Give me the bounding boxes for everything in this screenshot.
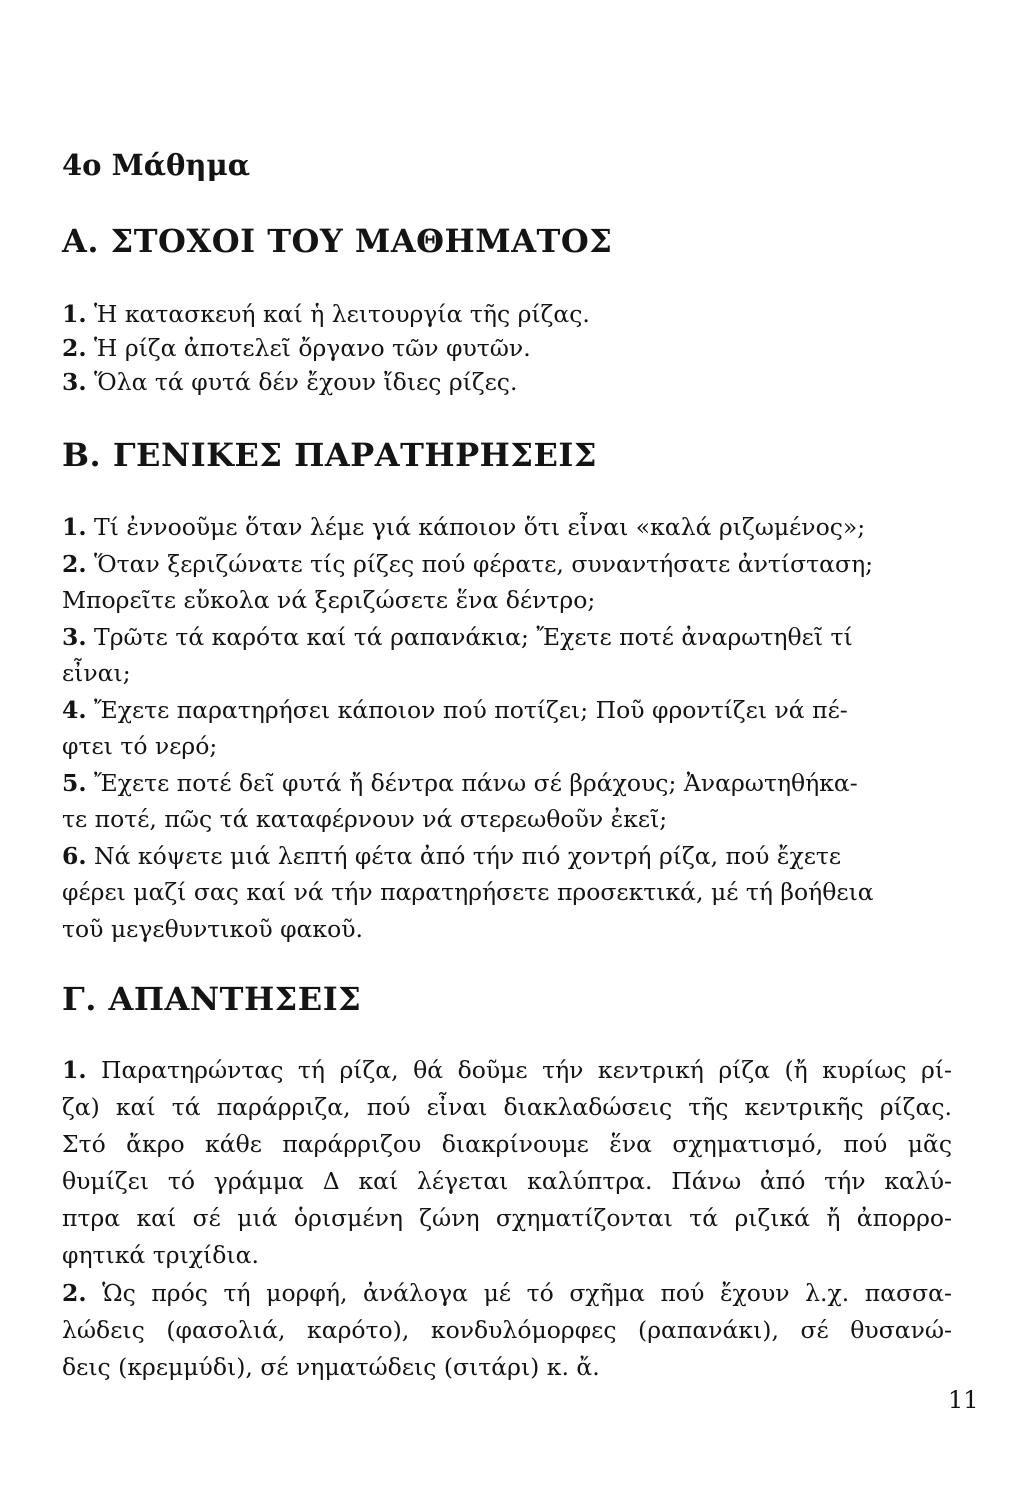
- answer-line: θυμίζει τό γράμμα Δ καί λέγεται καλύπτρα. Πάνω ἀπό τήν καλύ-: [62, 1167, 952, 1195]
- list-item: 2. Ἡ ρίζα ἀποτελεῖ ὄργανο τῶν φυτῶν.: [62, 334, 531, 362]
- answer-2: [62, 1275, 952, 1386]
- list-item-continuation: φέρει μαζί σας καί νά τήν παρατηρήσετε προσεκτικά, μέ τή βοήθεια: [62, 878, 874, 906]
- section-b-heading: Β. ΓΕΝΙΚΕΣ ΠΑΡΑΤΗΡΗΣΕΙΣ: [62, 436, 598, 474]
- answer-line: πτρα καί σέ μιά ὁρισμένη ζώνη σχηματίζονται τά ριζικά ἤ ἀπορρο-: [62, 1204, 952, 1232]
- list-item: 3. Ὅλα τά φυτά δέν ἔχουν ἴδιες ρίζες.: [62, 368, 518, 396]
- answer-line: λώδεις (φασολιά, καρότο), κονδυλόμορφες (ραπανάκι), σέ θυσανώ-: [62, 1316, 952, 1344]
- list-item: 6. Νά κόψετε μιά λεπτή φέτα ἀπό τήν πιό χοντρή ρίζα, πού ἔχετε: [62, 841, 842, 870]
- list-item-continuation: Μπορεῖτε εὔκολα νά ξεριζώσετε ἕνα δέντρο;: [62, 586, 596, 614]
- list-item-continuation: εἶναι;: [62, 659, 131, 687]
- list-item: 4. Ἔχετε παρατηρήσει κάποιον πού ποτίζει; Ποῦ φροντίζει νά πέ-: [62, 695, 848, 724]
- list-item: 2. Ὅταν ξεριζώνατε τίς ρίζες πού φέρατε, συναντήσατε ἀντίσταση;: [62, 549, 874, 578]
- answer-line: Στό ἄκρο κάθε παράρριζου διακρίνουμε ἕνα σχηματισμό, πού μᾶς: [62, 1130, 952, 1158]
- answer-line: ζα) καί τά παράρριζα, πού εἶναι διακλαδώσεις τῆς κεντρικῆς ρίζας.: [62, 1093, 952, 1121]
- list-item-continuation: τοῦ μεγεθυντικοῦ φακοῦ.: [62, 914, 364, 943]
- list-item-continuation: τε ποτέ, πῶς τά καταφέρνουν νά στερεωθοῦν ἐκεῖ;: [62, 805, 668, 833]
- section-a-heading: Α. ΣΤΟΧΟΙ ΤΟΥ ΜΑΘΗΜΑΤΟΣ: [62, 222, 613, 260]
- lesson-title: 4ο Μάθημα: [62, 148, 251, 182]
- answer-line: 1. Παρατηρώντας τή ρίζα, θά δοῦμε τήν κεντρική ρίζα (ἤ κυρίως ρί-: [62, 1056, 952, 1084]
- section-c-heading: Γ. ΑΠΑΝΤΗΣΕΙΣ: [62, 980, 362, 1018]
- answer-line: 2. Ὡς πρός τή μορφή, ἀνάλογα μέ τό σχῆμα πού ἔχουν λ.χ. πασσα-: [62, 1279, 952, 1307]
- answer-line: φητικά τριχίδια.: [62, 1241, 259, 1269]
- list-item: 1. Τί ἐννοοῦμε ὅταν λέμε γιά κάποιον ὅτι εἶναι «καλά ριζωμένος»;: [62, 513, 866, 541]
- answer-1: [62, 1052, 952, 1274]
- list-item: 3. Τρῶτε τά καρότα καί τά ραπανάκια; Ἔχετε ποτέ ἀναρωτηθεῖ τί: [62, 622, 853, 651]
- section-a-list: [62, 297, 952, 399]
- section-b-list: [62, 509, 952, 947]
- list-item-continuation: φτει τό νερό;: [62, 732, 218, 760]
- list-item: 5. Ἔχετε ποτέ δεῖ φυτά ἤ δέντρα πάνω σέ βράχους; Ἀναρωτηθήκα-: [62, 768, 858, 797]
- list-item: 1. Ἡ κατασκευή καί ἡ λειτουργία τῆς ρίζας.: [62, 300, 590, 328]
- page-number: 11: [948, 1386, 979, 1414]
- answer-line: δεις (κρεμμύδι), σέ νηματώδεις (σιτάρι) κ. ἄ.: [62, 1353, 600, 1381]
